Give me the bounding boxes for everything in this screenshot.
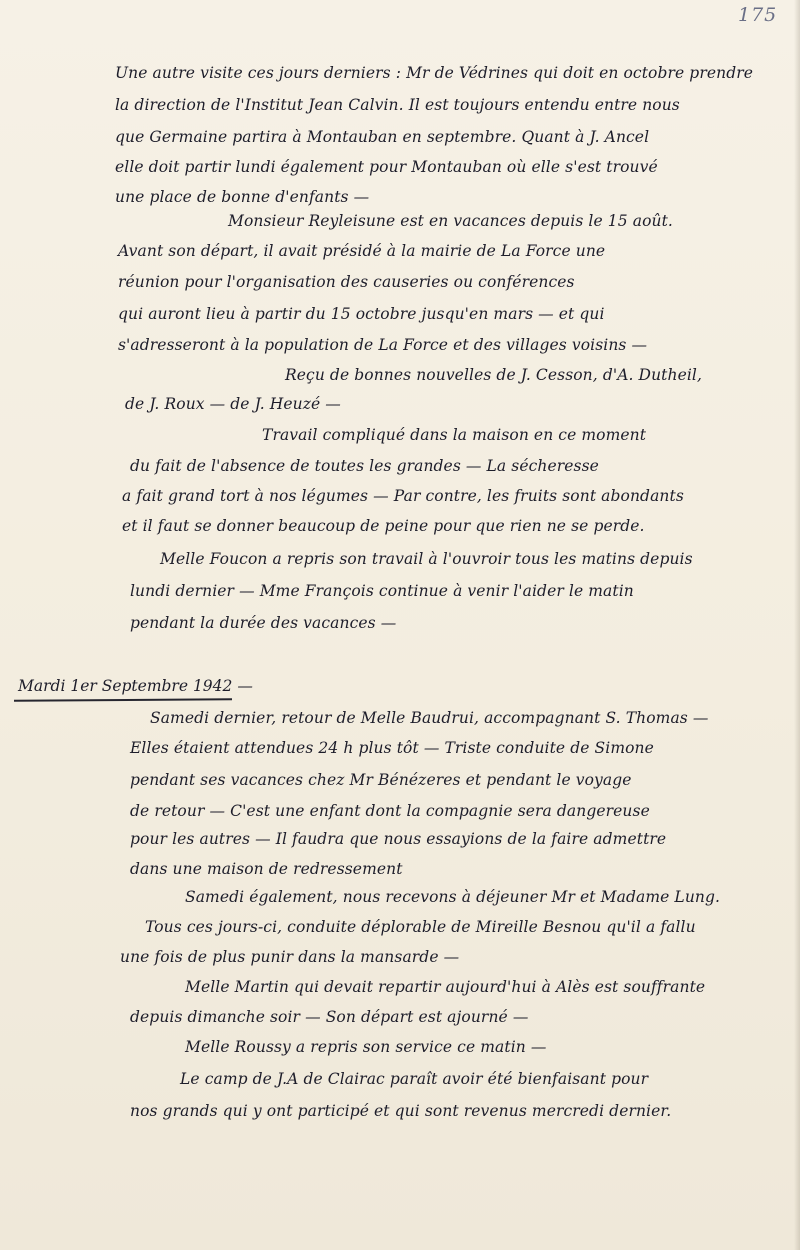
entry-2-line: Melle Martin qui devait repartir aujourd'hui à Alès est souffrante [185, 978, 706, 996]
entry-2-line: depuis dimanche soir — Son départ est ajourné — [130, 1008, 529, 1026]
entry-date-heading: Mardi 1er Septembre 1942 — [18, 677, 253, 695]
entry-2-line: de retour — C'est une enfant dont la compagnie sera dangereuse [130, 802, 650, 820]
entry-2-line: pour les autres — Il faudra que nous essayions de la faire admettre [130, 830, 667, 848]
entry-2-line: dans une maison de redressement [130, 860, 403, 878]
entry-1-line: lundi dernier — Mme François continue à venir l'aider le matin [130, 582, 634, 600]
entry-1-line: Monsieur Reyleisune est en vacances depuis le 15 août. [228, 212, 673, 230]
entry-1-line: pendant la durée des vacances — [130, 614, 397, 632]
entry-1-line: Travail compliqué dans la maison en ce moment [262, 426, 647, 444]
entry-2-line: Samedi dernier, retour de Melle Baudrui, accompagnant S. Thomas — [150, 709, 709, 727]
entry-1-line: du fait de l'absence de toutes les grandes — La sécheresse [130, 457, 599, 475]
entry-1-line: Reçu de bonnes nouvelles de J. Cesson, d'A. Dutheil, [285, 366, 702, 384]
entry-1-line: une place de bonne d'enfants — [115, 188, 370, 206]
entry-2-line: Le camp de J.A de Clairac paraît avoir été bienfaisant pour [180, 1070, 649, 1088]
entry-1-line: Avant son départ, il avait présidé à la mairie de La Force une [118, 242, 606, 260]
entry-2-line: Elles étaient attendues 24 h plus tôt — Triste conduite de Simone [130, 739, 654, 757]
entry-1-line: de J. Roux — de J. Heuzé — [125, 395, 341, 413]
entry-1-line: Une autre visite ces jours derniers : Mr de Védrines qui doit en octobre prendre [115, 64, 753, 82]
entry-1-line: qui auront lieu à partir du 15 octobre jusqu'en mars — et qui [118, 305, 605, 323]
page-edge-shadow [794, 0, 800, 1250]
entry-2-line: pendant ses vacances chez Mr Bénézeres et pendant le voyage [130, 771, 632, 789]
page-number: 175 [738, 4, 778, 26]
entry-2-line: une fois de plus punir dans la mansarde — [120, 948, 460, 966]
entry-1-line: la direction de l'Institut Jean Calvin. Il est toujours entendu entre nous [115, 96, 680, 114]
entry-1-line: réunion pour l'organisation des causeries ou conférences [118, 273, 575, 291]
entry-2-line: Samedi également, nous recevons à déjeuner Mr et Madame Lung. [185, 888, 721, 906]
entry-1-line: s'adresseront à la population de La Force et des villages voisins — [118, 336, 648, 354]
entry-1-line: a fait grand tort à nos légumes — Par contre, les fruits sont abondants [122, 487, 684, 505]
date-underline [14, 698, 232, 702]
entry-1-line: elle doit partir lundi également pour Montauban où elle s'est trouvé [115, 158, 658, 176]
entry-2-line: Melle Roussy a repris son service ce matin — [185, 1038, 547, 1056]
entry-1-line: Melle Foucon a repris son travail à l'ouvroir tous les matins depuis [160, 550, 693, 568]
entry-1-line: que Germaine partira à Montauban en septembre. Quant à J. Ancel [115, 128, 650, 146]
entry-2-line: Tous ces jours-ci, conduite déplorable de Mireille Besnou qu'il a fallu [145, 918, 696, 936]
entry-2-line: nos grands qui y ont participé et qui sont revenus mercredi dernier. [130, 1102, 672, 1120]
entry-1-line: et il faut se donner beaucoup de peine pour que rien ne se perde. [122, 517, 645, 535]
